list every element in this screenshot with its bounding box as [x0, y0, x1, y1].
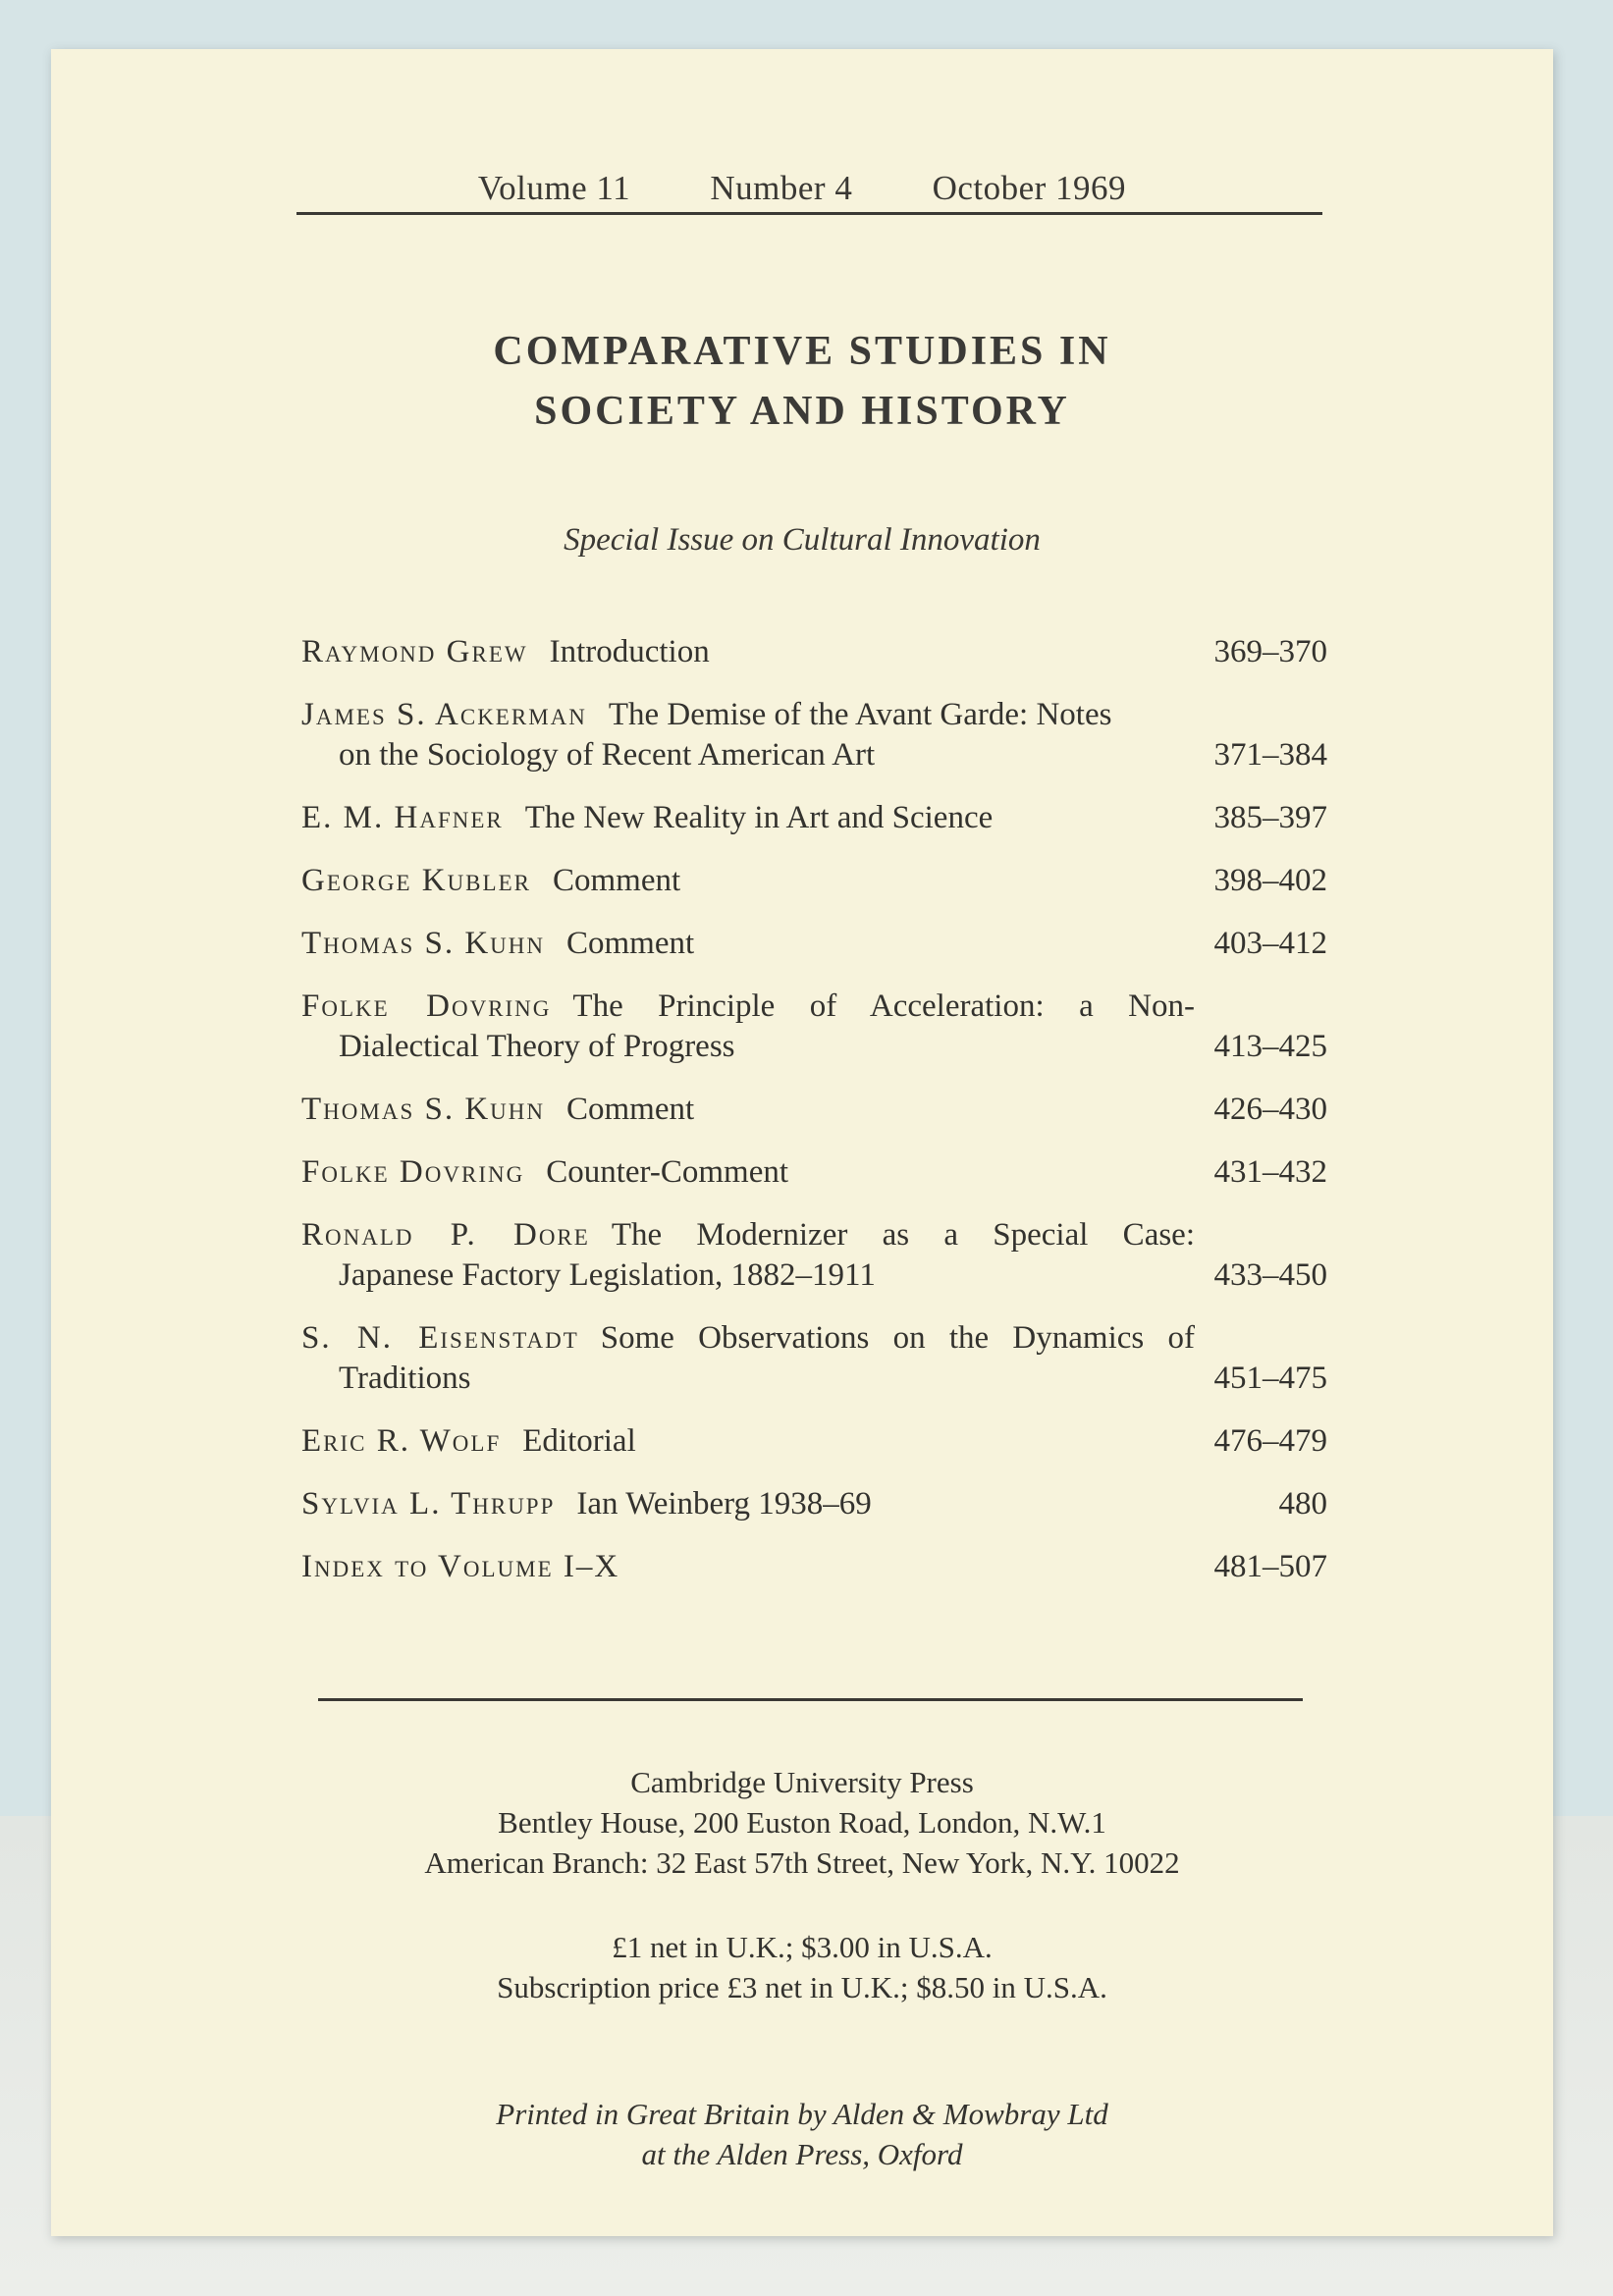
- toc-entry: [301, 924, 1327, 964]
- printer-imprint: [51, 2094, 1553, 2174]
- toc-title: The Modernizer as a Special Case:: [611, 1217, 1195, 1253]
- toc-author: Folke Dovring: [301, 988, 552, 1024]
- special-issue-subtitle: Special Issue on Cultural Innovation: [564, 522, 1041, 558]
- publisher-american-branch: American Branch: 32 East 57th Street, New York, N.Y. 10022: [424, 1845, 1180, 1880]
- toc-title: Some Observations on the Dynamics of: [600, 1320, 1195, 1356]
- toc-title: The Demise of the Avant Garde: Notes: [608, 697, 1112, 732]
- toc-entry: [301, 798, 1327, 838]
- toc-author: Ronald P. Dore: [301, 1217, 590, 1253]
- toc-entry: [301, 1421, 1327, 1462]
- subscription-price: Subscription price £3 net in U.K.; $8.50 in U.S.A.: [497, 1970, 1107, 2004]
- toc-title-continued: Dialectical Theory of Progress: [339, 1029, 735, 1064]
- toc-pages: 426–430: [1213, 1092, 1327, 1127]
- toc-author: James S. Ackerman: [301, 697, 587, 732]
- publisher-block: [51, 1762, 1553, 1883]
- toc-title-continued: Traditions: [339, 1361, 471, 1396]
- price-block: [51, 1927, 1553, 2007]
- toc-author: S. N. Eisenstadt: [301, 1320, 579, 1356]
- toc-entry: [301, 1547, 1327, 1587]
- printer-line-1: Printed in Great Britain by Alden & Mowbray Ltd: [496, 2097, 1108, 2131]
- toc-entry: [301, 695, 1327, 775]
- table-of-contents: [301, 632, 1327, 1610]
- toc-author: Thomas S. Kuhn: [301, 926, 545, 961]
- toc-pages: 480: [1278, 1486, 1327, 1522]
- top-divider: [296, 212, 1322, 215]
- toc-author: Thomas S. Kuhn: [301, 1092, 545, 1127]
- journal-title-line-2: SOCIETY AND HISTORY: [534, 389, 1070, 434]
- toc-pages: 403–412: [1213, 926, 1327, 961]
- toc-entry: [301, 861, 1327, 901]
- volume-label: Volume 11: [477, 169, 631, 207]
- toc-entry: [301, 1318, 1327, 1399]
- toc-pages: 385–397: [1213, 800, 1327, 835]
- toc-entry: [301, 987, 1327, 1067]
- toc-title: Comment: [566, 926, 695, 961]
- printer-line-2: at the Alden Press, Oxford: [641, 2137, 963, 2171]
- toc-entry: [301, 1484, 1327, 1524]
- bottom-divider: [318, 1698, 1303, 1701]
- toc-pages: 481–507: [1213, 1549, 1327, 1584]
- toc-entry: [301, 1090, 1327, 1130]
- toc-author: Eric R. Wolf: [301, 1423, 502, 1459]
- toc-author: Folke Dovring: [301, 1154, 525, 1190]
- toc-pages: 413–425: [1213, 1029, 1327, 1064]
- journal-title: [51, 322, 1553, 442]
- publisher-name: Cambridge University Press: [630, 1765, 974, 1799]
- journal-title-line-1: COMPARATIVE STUDIES IN: [493, 329, 1111, 374]
- date-label: October 1969: [932, 169, 1127, 207]
- toc-author: Raymond Grew: [301, 634, 528, 669]
- issue-info: [51, 169, 1553, 208]
- toc-title: Counter-Comment: [546, 1154, 789, 1190]
- toc-author: George Kubler: [301, 863, 531, 898]
- toc-pages: 369–370: [1213, 634, 1327, 669]
- toc-title-continued: on the Sociology of Recent American Art: [339, 737, 876, 773]
- toc-title: The New Reality in Art and Science: [524, 800, 994, 835]
- toc-title: Editorial: [522, 1423, 636, 1459]
- toc-pages: 398–402: [1213, 863, 1327, 898]
- number-label: Number 4: [710, 169, 853, 207]
- toc-entry: [301, 632, 1327, 672]
- toc-title: Ian Weinberg 1938–69: [576, 1486, 872, 1522]
- single-price: £1 net in U.K.; $3.00 in U.S.A.: [612, 1930, 993, 1964]
- toc-pages: 431–432: [1213, 1154, 1327, 1190]
- toc-pages: 371–384: [1213, 737, 1327, 773]
- toc-entry: [301, 1152, 1327, 1193]
- toc-pages: 451–475: [1213, 1361, 1327, 1396]
- publisher-address: Bentley House, 200 Euston Road, London, N.W.1: [498, 1805, 1106, 1840]
- toc-title: The Principle of Acceleration: a Non-: [572, 988, 1195, 1024]
- toc-author: Index to Volume I–X: [301, 1549, 620, 1584]
- toc-pages: 433–450: [1213, 1257, 1327, 1293]
- toc-entry: [301, 1215, 1327, 1296]
- toc-author: E. M. Hafner: [301, 800, 504, 835]
- toc-title: Introduction: [549, 634, 710, 669]
- toc-pages: 476–479: [1213, 1423, 1327, 1459]
- toc-title: Comment: [552, 863, 681, 898]
- journal-back-cover: [51, 49, 1553, 2236]
- toc-author: Sylvia L. Thrupp: [301, 1486, 556, 1522]
- toc-title: Comment: [566, 1092, 695, 1127]
- toc-title-continued: Japanese Factory Legislation, 1882–1911: [339, 1257, 876, 1293]
